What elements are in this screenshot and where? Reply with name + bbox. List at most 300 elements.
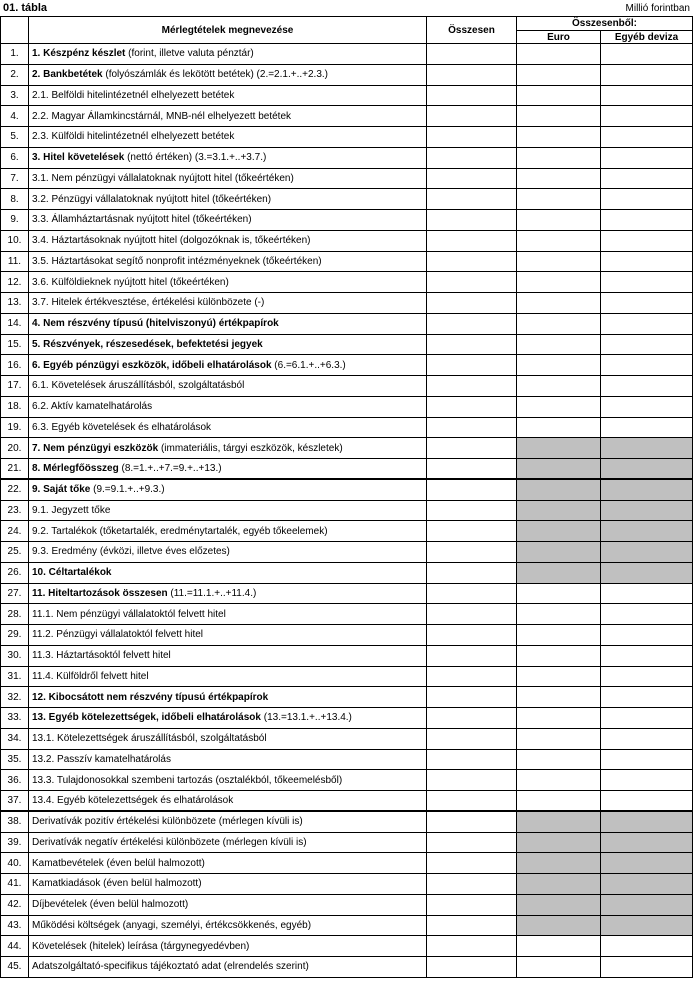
cell-euro[interactable] bbox=[517, 770, 601, 791]
cell-euro[interactable] bbox=[517, 189, 601, 210]
row-label bbox=[29, 542, 427, 563]
cell-euro[interactable] bbox=[517, 583, 601, 604]
row-number: 28. bbox=[1, 604, 29, 625]
cell-other-currency bbox=[601, 874, 693, 895]
cell-total[interactable] bbox=[427, 355, 517, 376]
cell-total[interactable] bbox=[427, 542, 517, 563]
row-label bbox=[29, 936, 427, 957]
row-label bbox=[29, 189, 427, 210]
table-row bbox=[1, 708, 693, 729]
row-label bbox=[29, 106, 427, 127]
row-number: 20. bbox=[1, 438, 29, 459]
row-label bbox=[29, 874, 427, 895]
cell-total[interactable] bbox=[427, 500, 517, 521]
row-number: 34. bbox=[1, 728, 29, 749]
table-row bbox=[1, 210, 693, 231]
cell-total[interactable] bbox=[427, 44, 517, 65]
table-row bbox=[1, 251, 693, 272]
table-row bbox=[1, 853, 693, 874]
cell-euro[interactable] bbox=[517, 396, 601, 417]
cell-total[interactable] bbox=[427, 251, 517, 272]
row-label-text: Kamatbevételek (éven belül halmozott) bbox=[32, 857, 205, 869]
row-label bbox=[29, 957, 427, 978]
row-number: 9. bbox=[1, 210, 29, 231]
cell-total[interactable] bbox=[427, 687, 517, 708]
row-label-text: Díjbevételek (éven belül halmozott) bbox=[32, 899, 189, 911]
cell-other-currency[interactable] bbox=[601, 417, 693, 438]
row-label-text: (immateriális, tárgyi eszközök, készletek) bbox=[160, 442, 343, 454]
cell-euro[interactable] bbox=[517, 230, 601, 251]
row-label bbox=[29, 147, 427, 168]
cell-euro bbox=[517, 853, 601, 874]
cell-euro bbox=[517, 542, 601, 563]
row-label bbox=[29, 396, 427, 417]
cell-total[interactable] bbox=[427, 479, 517, 500]
table-row bbox=[1, 147, 693, 168]
row-label-text: Derivatívák pozitív értékelési különbözete (mérlegen kívüli is) bbox=[32, 816, 303, 828]
cell-total[interactable] bbox=[427, 293, 517, 314]
row-label bbox=[29, 168, 427, 189]
col-header-name: Mérlegtételek megnevezése bbox=[29, 17, 427, 44]
row-number: 6. bbox=[1, 147, 29, 168]
cell-other-currency[interactable] bbox=[601, 251, 693, 272]
cell-total[interactable] bbox=[427, 417, 517, 438]
cell-total[interactable] bbox=[427, 127, 517, 148]
table-id: 01. tábla bbox=[3, 2, 48, 14]
row-number: 21. bbox=[1, 459, 29, 480]
table-row bbox=[1, 230, 693, 251]
row-number: 26. bbox=[1, 562, 29, 583]
cell-total[interactable] bbox=[427, 708, 517, 729]
row-label bbox=[29, 791, 427, 812]
cell-euro[interactable] bbox=[517, 376, 601, 397]
cell-euro bbox=[517, 811, 601, 832]
table-row bbox=[1, 749, 693, 770]
cell-total[interactable] bbox=[427, 915, 517, 936]
cell-euro[interactable] bbox=[517, 936, 601, 957]
row-label-text: (6.=6.1.+..+6.3.) bbox=[274, 359, 346, 371]
cell-total[interactable] bbox=[427, 376, 517, 397]
cell-euro[interactable] bbox=[517, 334, 601, 355]
row-label-bold: 3. Hitel követelések bbox=[32, 152, 125, 164]
row-label-text: (13.=13.1.+..+13.4.) bbox=[263, 712, 352, 724]
row-label bbox=[29, 272, 427, 293]
row-label-text: 3.7. Hitelek értékvesztése, értékelési különbözete (-) bbox=[32, 297, 265, 309]
row-label bbox=[29, 645, 427, 666]
cell-other-currency[interactable] bbox=[601, 272, 693, 293]
cell-total[interactable] bbox=[427, 645, 517, 666]
table-row bbox=[1, 687, 693, 708]
table-row bbox=[1, 811, 693, 832]
row-number: 32. bbox=[1, 687, 29, 708]
row-label-text: 13.2. Passzív kamatelhatárolás bbox=[32, 753, 171, 765]
cell-euro bbox=[517, 874, 601, 895]
row-label-bold: 2. Bankbetétek bbox=[32, 69, 103, 81]
row-label-text: (9.=9.1.+..+9.3.) bbox=[93, 484, 165, 496]
table-row bbox=[1, 645, 693, 666]
table-row bbox=[1, 479, 693, 500]
cell-other-currency bbox=[601, 438, 693, 459]
row-label bbox=[29, 500, 427, 521]
row-label bbox=[29, 230, 427, 251]
row-label-bold: 13. Egyéb kötelezettségek, időbeli elhatárolások bbox=[32, 712, 261, 724]
cell-other-currency[interactable] bbox=[601, 376, 693, 397]
row-label bbox=[29, 293, 427, 314]
row-label bbox=[29, 85, 427, 106]
cell-total[interactable] bbox=[427, 64, 517, 85]
row-number: 16. bbox=[1, 355, 29, 376]
row-label bbox=[29, 44, 427, 65]
cell-other-currency bbox=[601, 811, 693, 832]
table-row bbox=[1, 957, 693, 978]
table-row bbox=[1, 728, 693, 749]
table-row bbox=[1, 604, 693, 625]
table-row bbox=[1, 874, 693, 895]
cell-euro[interactable] bbox=[517, 625, 601, 646]
cell-euro bbox=[517, 438, 601, 459]
row-label-text: Kamatkiadások (éven belül halmozott) bbox=[32, 878, 202, 890]
table-row bbox=[1, 313, 693, 334]
row-number: 36. bbox=[1, 770, 29, 791]
row-label bbox=[29, 687, 427, 708]
cell-other-currency bbox=[601, 853, 693, 874]
row-number: 35. bbox=[1, 749, 29, 770]
row-label bbox=[29, 313, 427, 334]
table-row bbox=[1, 459, 693, 480]
row-label-text: (8.=1.+..+7.=9.+..+13.) bbox=[121, 463, 222, 475]
cell-euro[interactable] bbox=[517, 64, 601, 85]
row-label-text: 9.1. Jegyzett tőke bbox=[32, 504, 111, 516]
cell-euro[interactable] bbox=[517, 168, 601, 189]
cell-other-currency[interactable] bbox=[601, 334, 693, 355]
row-label-text: Derivatívák negatív értékelési különbözete (mérlegen kívüli is) bbox=[32, 836, 307, 848]
cell-other-currency bbox=[601, 521, 693, 542]
cell-total[interactable] bbox=[427, 832, 517, 853]
row-number: 27. bbox=[1, 583, 29, 604]
cell-euro[interactable] bbox=[517, 645, 601, 666]
row-label-text: 11.1. Nem pénzügyi vállalatoktól felvett hitel bbox=[32, 608, 226, 620]
table-row bbox=[1, 396, 693, 417]
row-label-bold: 8. Mérlegfőösszeg bbox=[32, 463, 119, 475]
row-number: 45. bbox=[1, 957, 29, 978]
table-row bbox=[1, 44, 693, 65]
cell-euro[interactable] bbox=[517, 293, 601, 314]
row-number: 12. bbox=[1, 272, 29, 293]
row-number: 4. bbox=[1, 106, 29, 127]
cell-total[interactable] bbox=[427, 666, 517, 687]
row-label bbox=[29, 728, 427, 749]
cell-euro[interactable] bbox=[517, 251, 601, 272]
cell-other-currency[interactable] bbox=[601, 396, 693, 417]
cell-total[interactable] bbox=[427, 313, 517, 334]
cell-euro[interactable] bbox=[517, 957, 601, 978]
table-row bbox=[1, 85, 693, 106]
cell-euro[interactable] bbox=[517, 44, 601, 65]
row-label-text: Követelések (hitelek) leírása (tárgynegyedévben) bbox=[32, 940, 250, 952]
row-number: 40. bbox=[1, 853, 29, 874]
table-row bbox=[1, 936, 693, 957]
cell-euro[interactable] bbox=[517, 708, 601, 729]
cell-total[interactable] bbox=[427, 874, 517, 895]
row-number: 14. bbox=[1, 313, 29, 334]
row-label-bold: 9. Saját tőke bbox=[32, 484, 91, 496]
cell-euro[interactable] bbox=[517, 106, 601, 127]
row-label-bold: 6. Egyéb pénzügyi eszközök, időbeli elhatárolások bbox=[32, 359, 272, 371]
row-label bbox=[29, 355, 427, 376]
cell-other-currency[interactable] bbox=[601, 85, 693, 106]
cell-total[interactable] bbox=[427, 853, 517, 874]
cell-total[interactable] bbox=[427, 210, 517, 231]
cell-total[interactable] bbox=[427, 770, 517, 791]
row-label-text: (11.=11.1.+..+11.4.) bbox=[170, 587, 257, 599]
col-header-total: Összesen bbox=[427, 17, 517, 44]
cell-total[interactable] bbox=[427, 604, 517, 625]
cell-total[interactable] bbox=[427, 562, 517, 583]
row-label-text: 3.6. Külföldieknek nyújtott hitel (tőkeértéken) bbox=[32, 276, 229, 288]
cell-total[interactable] bbox=[427, 230, 517, 251]
row-label-text: 3.1. Nem pénzügyi vállalatoknak nyújtott hitel (tőkeértéken) bbox=[32, 172, 294, 184]
table-row bbox=[1, 64, 693, 85]
cell-total[interactable] bbox=[427, 189, 517, 210]
cell-euro bbox=[517, 915, 601, 936]
row-label-text: 2.1. Belföldi hitelintézetnél elhelyezett betétek bbox=[32, 89, 235, 101]
table-row bbox=[1, 770, 693, 791]
cell-other-currency[interactable] bbox=[601, 355, 693, 376]
row-label-text: (nettó értéken) (3.=3.1.+..+3.7.) bbox=[127, 152, 267, 164]
row-label bbox=[29, 708, 427, 729]
cell-total[interactable] bbox=[427, 625, 517, 646]
cell-euro[interactable] bbox=[517, 749, 601, 770]
row-label-bold: 10. Céltartalékok bbox=[32, 567, 112, 579]
row-label-bold: 4. Nem részvény típusú (hitelviszonyú) értékpapírok bbox=[32, 318, 279, 330]
cell-euro[interactable] bbox=[517, 313, 601, 334]
row-label bbox=[29, 64, 427, 85]
cell-other-currency bbox=[601, 562, 693, 583]
cell-other-currency bbox=[601, 894, 693, 915]
row-label bbox=[29, 417, 427, 438]
row-number: 3. bbox=[1, 85, 29, 106]
cell-euro[interactable] bbox=[517, 728, 601, 749]
cell-total[interactable] bbox=[427, 894, 517, 915]
cell-total[interactable] bbox=[427, 728, 517, 749]
row-number: 15. bbox=[1, 334, 29, 355]
cell-other-currency[interactable] bbox=[601, 687, 693, 708]
cell-other-currency bbox=[601, 915, 693, 936]
cell-total[interactable] bbox=[427, 396, 517, 417]
cell-total[interactable] bbox=[427, 106, 517, 127]
cell-total[interactable] bbox=[427, 957, 517, 978]
table-row bbox=[1, 542, 693, 563]
row-number: 41. bbox=[1, 874, 29, 895]
cell-euro[interactable] bbox=[517, 85, 601, 106]
cell-other-currency[interactable] bbox=[601, 666, 693, 687]
cell-total[interactable] bbox=[427, 147, 517, 168]
cell-euro bbox=[517, 479, 601, 500]
row-number: 22. bbox=[1, 479, 29, 500]
cell-euro bbox=[517, 459, 601, 480]
row-label bbox=[29, 376, 427, 397]
cell-other-currency bbox=[601, 832, 693, 853]
row-label-text: 11.3. Háztartásoktól felvett hitel bbox=[32, 650, 171, 662]
cell-euro[interactable] bbox=[517, 210, 601, 231]
table-row bbox=[1, 562, 693, 583]
cell-euro[interactable] bbox=[517, 272, 601, 293]
table-row bbox=[1, 791, 693, 812]
row-label-text: 13.4. Egyéb kötelezettségek és elhatárolások bbox=[32, 795, 234, 807]
col-header-number bbox=[1, 17, 29, 44]
row-label bbox=[29, 832, 427, 853]
cell-euro[interactable] bbox=[517, 417, 601, 438]
row-number: 11. bbox=[1, 251, 29, 272]
table-row bbox=[1, 500, 693, 521]
row-label-text: 11.2. Pénzügyi vállalatoktól felvett hitel bbox=[32, 629, 204, 641]
row-label-bold: 11. Hiteltartozások összesen bbox=[32, 587, 168, 599]
row-label-text: 11.4. Külföldről felvett hitel bbox=[32, 670, 149, 682]
cell-euro[interactable] bbox=[517, 791, 601, 812]
table-row bbox=[1, 168, 693, 189]
col-header-of-which: Összesenből: bbox=[517, 17, 693, 31]
row-label-text: 2.3. Külföldi hitelintézetnél elhelyezett betétek bbox=[32, 131, 235, 143]
row-label bbox=[29, 811, 427, 832]
cell-other-currency bbox=[601, 479, 693, 500]
cell-other-currency[interactable] bbox=[601, 770, 693, 791]
cell-total[interactable] bbox=[427, 791, 517, 812]
cell-other-currency[interactable] bbox=[601, 749, 693, 770]
cell-other-currency[interactable] bbox=[601, 168, 693, 189]
row-label bbox=[29, 210, 427, 231]
row-label-text: 3.5. Háztartásokat segítő nonprofit intézményeknek (tőkeértéken) bbox=[32, 255, 322, 267]
cell-other-currency[interactable] bbox=[601, 189, 693, 210]
cell-other-currency[interactable] bbox=[601, 936, 693, 957]
table-row bbox=[1, 293, 693, 314]
row-number: 10. bbox=[1, 230, 29, 251]
row-label-text: 2.2. Magyar Államkincstárnál, MNB-nél elhelyezett betétek bbox=[32, 110, 292, 122]
row-number: 25. bbox=[1, 542, 29, 563]
row-number: 33. bbox=[1, 708, 29, 729]
row-number: 5. bbox=[1, 127, 29, 148]
cell-other-currency bbox=[601, 459, 693, 480]
cell-other-currency[interactable] bbox=[601, 44, 693, 65]
row-label bbox=[29, 521, 427, 542]
row-label-text: (forint, illetve valuta pénztár) bbox=[128, 48, 254, 60]
row-label-text: (folyószámlák és lekötött betétek) (2.=2.1.+..+2.3.) bbox=[105, 69, 328, 81]
row-label-text: 6.1. Követelések áruszállításból, szolgáltatásból bbox=[32, 380, 245, 392]
row-label bbox=[29, 604, 427, 625]
cell-other-currency[interactable] bbox=[601, 645, 693, 666]
cell-euro[interactable] bbox=[517, 666, 601, 687]
cell-other-currency[interactable] bbox=[601, 127, 693, 148]
row-label-text: 3.4. Háztartásoknak nyújtott hitel (dolgozóknak is, tőkeértéken) bbox=[32, 235, 311, 247]
cell-other-currency[interactable] bbox=[601, 728, 693, 749]
cell-total[interactable] bbox=[427, 459, 517, 480]
table-row bbox=[1, 127, 693, 148]
row-label-text: 6.2. Aktív kamatelhatárolás bbox=[32, 401, 153, 413]
table-row bbox=[1, 189, 693, 210]
cell-other-currency[interactable] bbox=[601, 604, 693, 625]
table-row bbox=[1, 355, 693, 376]
col-header-other-currency: Egyéb deviza bbox=[601, 31, 693, 44]
row-label-text: 3.3. Államháztartásnak nyújtott hitel (tőkeértéken) bbox=[32, 214, 252, 226]
row-label bbox=[29, 749, 427, 770]
row-label bbox=[29, 915, 427, 936]
cell-other-currency[interactable] bbox=[601, 230, 693, 251]
balance-sheet-table bbox=[0, 16, 693, 978]
cell-total[interactable] bbox=[427, 438, 517, 459]
row-number: 38. bbox=[1, 811, 29, 832]
row-label bbox=[29, 251, 427, 272]
cell-euro[interactable] bbox=[517, 687, 601, 708]
row-number: 13. bbox=[1, 293, 29, 314]
cell-euro[interactable] bbox=[517, 147, 601, 168]
row-label-text: 9.2. Tartalékok (tőketartalék, eredménytartalék, egyéb tőkeelemek) bbox=[32, 525, 328, 537]
cell-other-currency[interactable] bbox=[601, 147, 693, 168]
row-number: 19. bbox=[1, 417, 29, 438]
cell-other-currency[interactable] bbox=[601, 791, 693, 812]
row-number: 30. bbox=[1, 645, 29, 666]
row-label bbox=[29, 894, 427, 915]
row-label bbox=[29, 459, 427, 480]
row-number: 23. bbox=[1, 500, 29, 521]
cell-total[interactable] bbox=[427, 85, 517, 106]
table-row bbox=[1, 438, 693, 459]
row-number: 8. bbox=[1, 189, 29, 210]
cell-other-currency[interactable] bbox=[601, 583, 693, 604]
table-row bbox=[1, 417, 693, 438]
cell-euro[interactable] bbox=[517, 355, 601, 376]
cell-total[interactable] bbox=[427, 936, 517, 957]
table-row bbox=[1, 334, 693, 355]
cell-total[interactable] bbox=[427, 811, 517, 832]
row-number: 43. bbox=[1, 915, 29, 936]
table-header-line bbox=[0, 0, 693, 16]
row-label-text: Működési költségek (anyagi, személyi, értékcsökkenés, egyéb) bbox=[32, 919, 312, 931]
row-label-bold: 5. Részvények, részesedések, befektetési jegyek bbox=[32, 338, 263, 350]
row-number: 39. bbox=[1, 832, 29, 853]
cell-total[interactable] bbox=[427, 272, 517, 293]
table-row bbox=[1, 832, 693, 853]
cell-euro bbox=[517, 894, 601, 915]
cell-total[interactable] bbox=[427, 334, 517, 355]
table-row bbox=[1, 106, 693, 127]
cell-total[interactable] bbox=[427, 168, 517, 189]
row-label-bold: 12. Kibocsátott nem részvény típusú értékpapírok bbox=[32, 691, 269, 703]
cell-other-currency[interactable] bbox=[601, 708, 693, 729]
cell-euro bbox=[517, 521, 601, 542]
row-label-text: 13.3. Tulajdonosokkal szembeni tartozás (osztalékból, tőkeemelésből) bbox=[32, 774, 343, 786]
cell-euro bbox=[517, 832, 601, 853]
cell-other-currency[interactable] bbox=[601, 210, 693, 231]
cell-total[interactable] bbox=[427, 521, 517, 542]
row-label bbox=[29, 562, 427, 583]
cell-other-currency bbox=[601, 542, 693, 563]
row-label-text: 9.3. Eredmény (évközi, illetve éves előzetes) bbox=[32, 546, 230, 558]
cell-euro[interactable] bbox=[517, 604, 601, 625]
row-label bbox=[29, 583, 427, 604]
table-row bbox=[1, 666, 693, 687]
row-label-bold: 1. Készpénz készlet bbox=[32, 48, 126, 60]
cell-other-currency[interactable] bbox=[601, 64, 693, 85]
cell-total[interactable] bbox=[427, 749, 517, 770]
cell-total[interactable] bbox=[427, 583, 517, 604]
cell-other-currency[interactable] bbox=[601, 625, 693, 646]
cell-other-currency[interactable] bbox=[601, 957, 693, 978]
cell-other-currency[interactable] bbox=[601, 313, 693, 334]
cell-other-currency[interactable] bbox=[601, 106, 693, 127]
table-row bbox=[1, 272, 693, 293]
cell-euro[interactable] bbox=[517, 127, 601, 148]
cell-other-currency[interactable] bbox=[601, 293, 693, 314]
row-label bbox=[29, 666, 427, 687]
